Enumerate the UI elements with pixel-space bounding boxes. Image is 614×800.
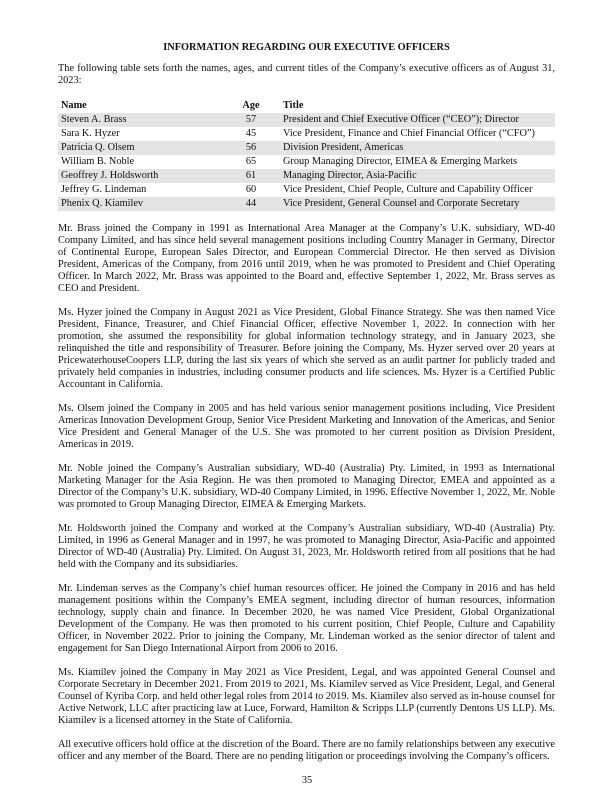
officer-name: Patricia Q. Olsem [58,141,222,155]
officer-age: 60 [245,184,257,195]
officer-name: Geoffrey J. Holdsworth [58,169,222,183]
officer-name: Jeffrey G. Lindeman [61,184,147,195]
document-page [58,0,555,763]
officer-name: William B. Noble [61,156,135,167]
intro-paragraph: The following table sets forth the names, ages, and current titles of the Company’s executive officers as of August 31, 2023: [58,63,555,86]
table-row [58,169,555,183]
biography-paragraph: Mr. Brass joined the Company in 1991 as International Area Manager at the Company’s U.K. subsidiary, WD-40 Company Limited, and has since held several management positions including Country Manager in Germany, Director of Continental Europe, European Sales Director, and European Commercial Director. He then served as Division President, Americas of the Company, from 2016 until 2019, when he was promoted to President and Chief Operating Officer. In March 2022, Mr. Brass was appointed to the Board and, effective September 1, 2022, Mr. Brass serves as CEO and President. [58,223,555,294]
biography-paragraph: Ms. Hyzer joined the Company in August 2021 as Vice President, Global Finance Strategy. She was then named Vice President, Finance, Treasurer, and Chief Financial Officer, effective November 1, 2022. In connection with her promotion, she assumed the responsibility for global information technology strategy, and in January 2023, she relinquished the title and responsibility of Treasurer. Before joining the Company, Ms. Hyzer served over 20 years at PricewaterhouseCoopers LLP, during the last six years of which she served as an audit partner for publicly traded and privately held companies in industries, including consumer products and life sciences. Ms. Hyzer is a Certified Public Accountant in California. [58,307,555,390]
officer-title: President and Chief Executive Officer (“CEO”); Director [280,113,555,127]
header-name: Name [61,100,87,111]
officer-age: 65 [245,156,257,167]
executive-officers-table [58,99,555,211]
table-row [58,127,555,141]
closing-paragraph: All executive officers hold office at the discretion of the Board. There are no family relationships between any executive officer and any member of the Board. There are no pending litigation or proceedings involving the Company’s officers. [58,739,555,762]
officer-title: Vice President, Chief People, Culture and Capability Officer [283,184,533,195]
table-row [58,197,555,211]
officer-age: 45 [245,128,257,139]
biography-paragraph: Ms. Olsem joined the Company in 2005 and has held various senior management positions including, Vice President Americas Innovation Development Group, Senior Vice President Marketing and Innovation of the Americas, and Senior Vice President and General Manager of the U.S. She was promoted to her current position as Division President, Americas in 2019. [58,403,555,450]
biography-paragraph: Mr. Holdsworth joined the Company and worked at the Company’s Australian subsidiary, WD-40 (Australia) Pty. Limited, in 1996 as General Manager and in 1997, he was promoted to Managing Director, Asia-Pacific and appointed Director of WD-40 (Australia) Pty. Limited. On August 31, 2023, Mr. Holdsworth retired from all positions that he had held with the Company and its subsidiaries. [58,523,555,570]
officer-biographies [58,223,555,763]
officer-title: Group Managing Director, EIMEA & Emerging Markets [283,156,518,167]
section-title: INFORMATION REGARDING OUR EXECUTIVE OFFICERS [163,42,450,53]
header-title: Title [283,100,304,111]
table-row [58,141,555,155]
officer-name: Sara K. Hyzer [61,128,120,139]
table-row [58,183,555,197]
officer-title: Vice President, General Counsel and Corporate Secretary [280,197,555,211]
biography-paragraph: Mr. Lindeman serves as the Company’s chief human resources officer. He joined the Company in 2016 and has held management positions within the Company’s EMEA segment, including director of human resources, information technology, supply chain and finance. In December 2020, he was named Vice President, Global Organizational Development of the Company. He was then promoted to his current position, Chief People, Culture and Capability Officer, in November 2022. Prior to joining the Company, Mr. Lindeman worked as the senior director of talent and engagement for San Diego International Airport from 2006 to 2016. [58,583,555,654]
officer-age: 61 [222,169,280,183]
biography-paragraph: Mr. Noble joined the Company’s Australian subsidiary, WD-40 (Australia) Pty. Limited, in 1993 as International Marketing Manager for the Asia Region. He was then promoted to Managing Director, EMEA and appointed as a Director of the Company’s U.K. subsidiary, WD-40 Company Limited, in 1996. Effective November 1, 2022, Mr. Noble was promoted to Group Managing Director, EIMEA & Emerging Markets. [58,463,555,510]
officer-name: Phenix Q. Kiamilev [58,197,222,211]
officer-age: 57 [222,113,280,127]
table-header-row [58,99,555,113]
officer-title: Managing Director, Asia-Pacific [280,169,555,183]
officer-age: 56 [222,141,280,155]
officer-title: Division President, Americas [280,141,555,155]
officer-age: 44 [222,197,280,211]
table-row [58,113,555,127]
table-row [58,155,555,169]
officer-title: Vice President, Finance and Chief Financial Officer (“CFO”) [283,128,535,139]
officer-name: Steven A. Brass [58,113,222,127]
header-age: Age [242,100,260,111]
page-number: 35 [301,775,313,786]
biography-paragraph: Ms. Kiamilev joined the Company in May 2021 as Vice President, Legal, and was appointed General Counsel and Corporate Secretary in December 2021. From 2019 to 2021, Ms. Kiamilev served as Vice President, Legal, and General Counsel of Kyriba Corp. and held other legal roles from 2014 to 2019. Ms. Kiamilev also served as in-house counsel for Active Network, LLC after practicing law at Luce, Forward, Hamilton & Scripps LLP (currently Dentons US LLP). Ms. Kiamilev is a licensed attorney in the State of California. [58,667,555,726]
